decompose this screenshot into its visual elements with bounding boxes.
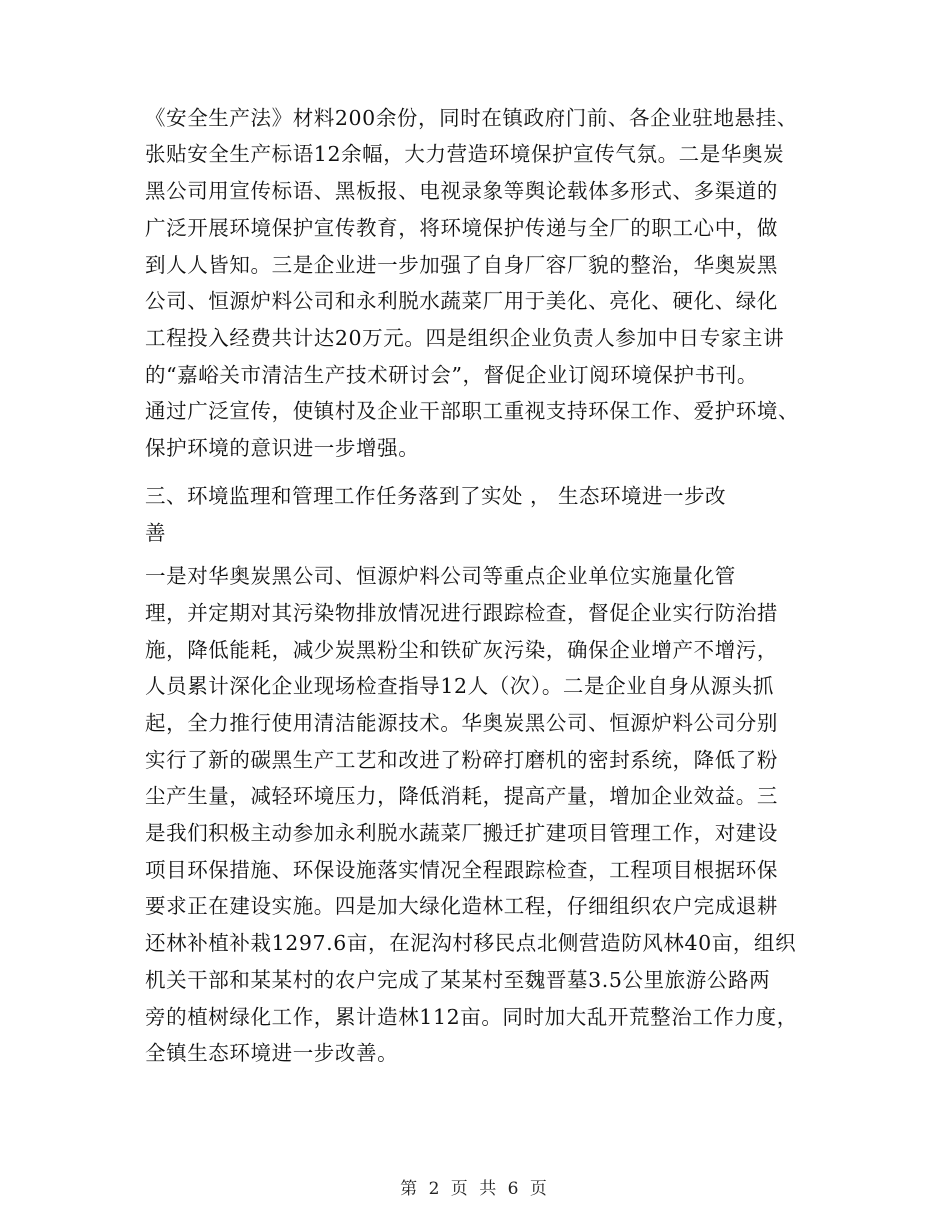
paragraph-1-line: 广泛开展环境保护宣传教育，将环境保护传递与全厂的职工心中，做: [145, 216, 778, 240]
paragraph-1-line: 的“嘉峪关市清洁生产技术研讨会”，督促企业订阅环境保护书刊。: [145, 363, 758, 387]
paragraph-2-line: 还林补植补栽1297.6亩，在泥沟村移民点北侧营造防风林40亩，组织: [145, 931, 797, 955]
paragraph-2-line: 是我们积极主动参加永利脱水蔬菜厂搬迁扩建项目管理工作，对建设: [145, 821, 778, 845]
paragraph-1-line: 《安全生产法》材料200余份，同时在镇政府门前、各企业驻地悬挂、: [145, 106, 798, 130]
paragraph-1-line: 到人人皆知。三是企业进一步加强了自身厂容厂貌的整治，华奥炭黑: [145, 253, 778, 277]
paragraph-1-line: 黑公司用宣传标语、黑板报、电视录象等舆论载体多形式、多渠道的: [145, 179, 778, 203]
paragraph-1-line: 通过广泛宣传，使镇村及企业干部职工重视支持环保工作、爱护环境、: [145, 399, 800, 423]
paragraph-2-line: 旁的植树绿化工作，累计造林112亩。同时加大乱开荒整治工作力度，: [145, 1005, 798, 1029]
paragraph-2-line: 实行了新的碳黑生产工艺和改进了粉碎打磨机的密封系统，降低了粉: [145, 748, 778, 772]
paragraph-2-line: 尘产生量，减轻环境压力，降低消耗，提高产量，增加企业效益。三: [145, 784, 778, 808]
paragraph-1-line: 保护环境的意识进一步增强。: [145, 436, 420, 460]
paragraph-2-line: 起，全力推行使用清洁能源技术。华奥炭黑公司、恒源炉料公司分别: [145, 711, 778, 735]
paragraph-1-line: 公司、恒源炉料公司和永利脱水蔬菜厂用于美化、亮化、硬化、绿化: [145, 289, 778, 313]
paragraph-2-line: 理，并定期对其污染物排放情况进行跟踪检查，督促企业实行防治措: [145, 601, 778, 625]
paragraph-2-line: 施，降低能耗，减少炭黑粉尘和铁矿灰污染，确保企业增产不增污，: [145, 638, 778, 662]
paragraph-2-line: 要求正在建设实施。四是加大绿化造林工程，仔细组织农户完成退耕: [145, 894, 778, 918]
section-heading-line: 三、环境监理和管理工作任务落到了实处 ， 生态环境进一步改: [145, 484, 727, 508]
section-heading-line: 善: [145, 521, 166, 545]
paragraph-2-line: 项目环保措施、环保设施落实情况全程跟踪检查，工程项目根据环保: [145, 858, 778, 882]
paragraph-2-line: 全镇生态环境进一步改善。: [145, 1041, 399, 1065]
paragraph-2-line: 机关干部和某某村的农户完成了某某村至魏晋墓3.5公里旅游公路两: [145, 968, 771, 992]
paragraph-2-line: 一是对华奥炭黑公司、恒源炉料公司等重点企业单位实施量化管: [145, 564, 736, 588]
paragraph-1-line: 张贴安全生产标语12余幅，大力营造环境保护宣传气氛。二是华奥炭: [145, 142, 785, 166]
paragraph-2-line: 人员累计深化企业现场检查指导12人（次）。二是企业自身从源头抓: [145, 674, 774, 698]
page-number-footer: 第 2 页 共 6 页: [400, 1179, 550, 1199]
paragraph-1-line: 工程投入经费共计达20万元。四是组织企业负责人参加中日专家主讲: [145, 326, 785, 350]
